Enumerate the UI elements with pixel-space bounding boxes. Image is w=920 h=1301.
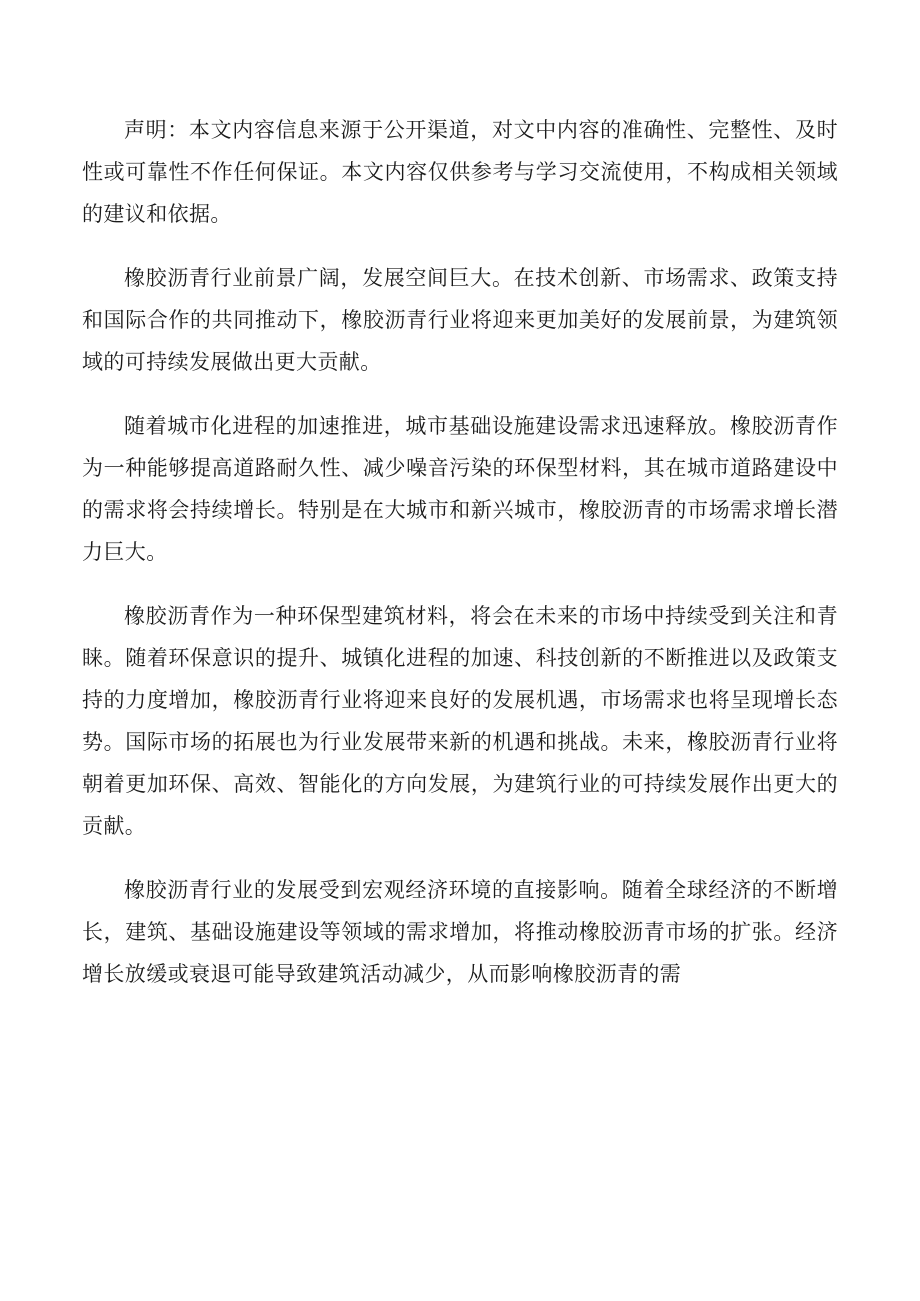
paragraph-macroeconomic-impact: 橡胶沥青行业的发展受到宏观经济环境的直接影响。随着全球经济的不断增长，建筑、基础设施建设等领域的需求增加，将推动橡胶沥青市场的扩张。经济增长放缓或衰退可能导致建筑活动减少，从而影响橡胶沥青的需: [82, 878, 838, 986]
document-body: [82, 109, 838, 1017]
paragraph-urbanization-demand: 随着城市化进程的加速推进，城市基础设施建设需求迅速释放。橡胶沥青作为一种能够提高道路耐久性、减少噪音污染的环保型材料，其在城市道路建设中的需求将会持续增长。特别是在大城市和新兴城市，橡胶沥青的市场需求增长潜力巨大。: [82, 414, 838, 564]
paragraph-industry-outlook: 橡胶沥青行业前景广阔，发展空间巨大。在技术创新、市场需求、政策支持和国际合作的共同推动下，橡胶沥青行业将迎来更加美好的发展前景，为建筑领域的可持续发展做出更大贡献。: [82, 266, 838, 374]
disclaimer-paragraph: 声明：本文内容信息来源于公开渠道，对文中内容的准确性、完整性、及时性或可靠性不作任何保证。本文内容仅供参考与学习交流使用，不构成相关领域的建议和依据。: [82, 118, 838, 226]
paragraph-market-prospects: 橡胶沥青作为一种环保型建筑材料，将会在未来的市场中持续受到关注和青睐。随着环保意识的提升、城镇化进程的加速、科技创新的不断推进以及政策支持的力度增加，橡胶沥青行业将迎来良好的发展机遇，市场需求也将呈现增长态势。国际市场的拓展也为行业发展带来新的机遇和挑战。未来，橡胶沥青行业将朝着更加环保、高效、智能化的方向发展，为建筑行业的可持续发展作出更大的贡献。: [82, 604, 838, 838]
